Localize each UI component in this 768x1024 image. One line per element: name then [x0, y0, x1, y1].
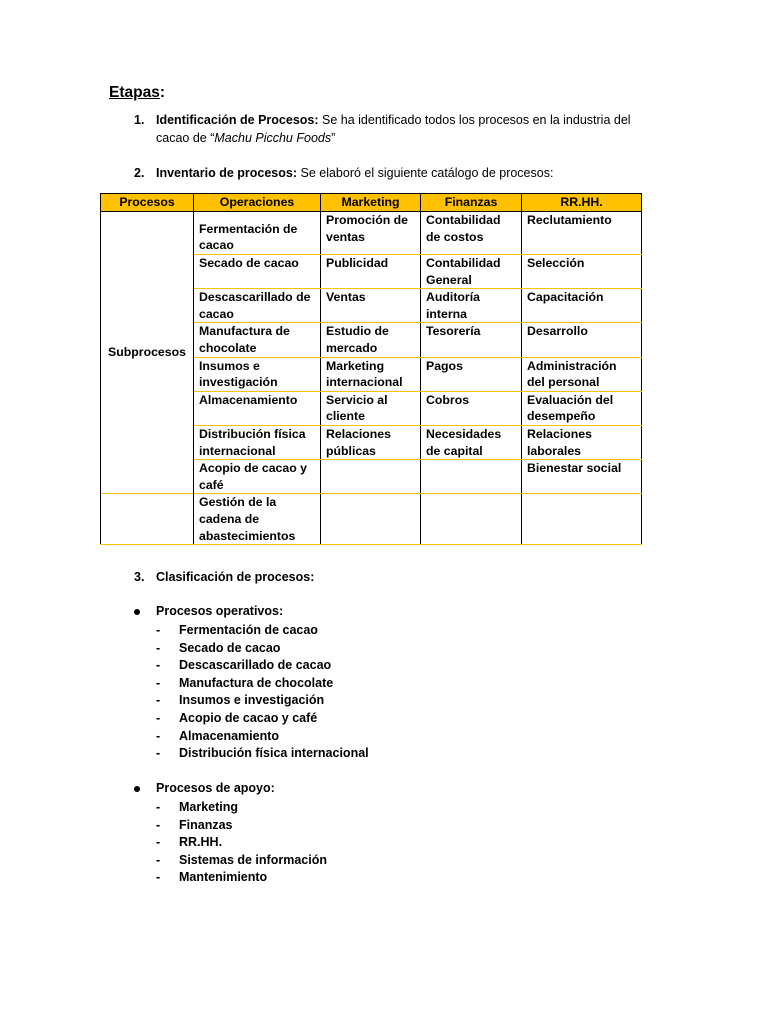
cell-rrhh: Administración del personal [522, 357, 642, 391]
step-key: Inventario de procesos: [156, 166, 298, 180]
section-title-text: Etapas [109, 84, 160, 101]
cell-rrhh: Relaciones laborales [522, 425, 642, 459]
bullet-dot [134, 609, 140, 615]
step-text: Se elaboró el siguiente catálogo de procesos: [297, 166, 554, 180]
step-key: Clasificación de procesos: [156, 570, 315, 584]
apoyo-list [156, 799, 327, 887]
cell-marketing: Ventas [321, 289, 421, 323]
table-header-row [101, 194, 642, 212]
list-item: - Mantenimiento [156, 869, 327, 887]
step-3 [134, 569, 315, 587]
cell-finanzas: Auditoría interna [421, 289, 522, 323]
cell-operaciones: Acopio de cacao y café [194, 460, 321, 494]
list-item: - Marketing [156, 799, 327, 817]
cell-finanzas: Necesidades de capital [421, 425, 522, 459]
cell-rrhh: Reclutamiento [522, 212, 642, 255]
cell-marketing: Promoción de ventas [321, 212, 421, 255]
apoyo-heading [156, 781, 275, 795]
cell-rrhh: Evaluación del desempeño [522, 391, 642, 425]
cell-marketing: Publicidad [321, 255, 421, 289]
list-item: - Fermentación de cacao [156, 622, 369, 640]
table-cell-empty [101, 494, 194, 545]
step-number: 3. [134, 570, 145, 584]
header-finanzas: Finanzas [421, 194, 522, 212]
cell-operaciones: Distribución física internacional [194, 425, 321, 459]
step-2 [134, 165, 646, 183]
cell-marketing: Estudio de mercado [321, 323, 421, 357]
list-item: - Acopio de cacao y café [156, 710, 369, 728]
cell-operaciones: Insumos e investigación [194, 357, 321, 391]
operativos-heading [156, 604, 283, 618]
cell-finanzas: Tesorería [421, 323, 522, 357]
cell-rrhh: Bienestar social [522, 460, 642, 494]
step-text-end: ” [331, 130, 336, 145]
cell-operaciones: Manufactura de chocolate [194, 323, 321, 357]
section-title-colon: : [159, 84, 166, 101]
cell-finanzas [421, 460, 522, 494]
step-1 [134, 112, 646, 147]
section-title [109, 84, 165, 102]
cell-rrhh: Selección [522, 255, 642, 289]
list-item: - Finanzas [156, 817, 327, 835]
header-marketing: Marketing [321, 194, 421, 212]
operativos-title: Procesos operativos: [156, 604, 284, 618]
cell-finanzas: Contabilidad General [421, 255, 522, 289]
header-rrhh: RR.HH. [522, 194, 642, 212]
cell-rrhh: Desarrollo [522, 323, 642, 357]
cell-marketing [321, 460, 421, 494]
cell-marketing [321, 494, 421, 545]
list-item: - Distribución física internacional [156, 745, 369, 763]
operativos-list [156, 622, 369, 763]
cell-finanzas: Pagos [421, 357, 522, 391]
cell-finanzas [421, 494, 522, 545]
cell-marketing: Marketing internacional [321, 357, 421, 391]
step-text: Se ha identificado todos los procesos en la industria del cacao de “ [156, 113, 631, 145]
table-row [101, 494, 642, 545]
cell-marketing: Servicio al cliente [321, 391, 421, 425]
cell-finanzas: Cobros [421, 391, 522, 425]
apoyo-title: Procesos de apoyo: [156, 781, 275, 795]
list-item: - RR.HH. [156, 834, 327, 852]
cell-finanzas: Contabilidad de costos [421, 212, 522, 255]
table-row [101, 212, 642, 255]
cell-operaciones: Gestión de la cadena de abastecimientos [194, 494, 321, 545]
bullet-dot [134, 786, 140, 792]
header-procesos: Procesos [101, 194, 194, 212]
cell-operaciones: Fermentación de cacao [194, 212, 321, 255]
step-number: 1. [134, 113, 145, 127]
row-label-subprocesos: Subprocesos [101, 212, 194, 494]
list-item: - Secado de cacao [156, 640, 369, 658]
list-item: - Sistemas de información [156, 852, 327, 870]
step-key: Identificación de Procesos: [156, 113, 319, 127]
list-item: - Insumos e investigación [156, 692, 369, 710]
cell-operaciones: Almacenamiento [194, 391, 321, 425]
process-catalog-table [100, 193, 642, 545]
cell-operaciones: Secado de cacao [194, 255, 321, 289]
list-item: - Descascarillado de cacao [156, 657, 369, 675]
header-operaciones: Operaciones [194, 194, 321, 212]
list-item: - Manufactura de chocolate [156, 675, 369, 693]
cell-marketing: Relaciones públicas [321, 425, 421, 459]
cell-rrhh: Capacitación [522, 289, 642, 323]
list-item: - Almacenamiento [156, 728, 369, 746]
cell-rrhh [522, 494, 642, 545]
step-number: 2. [134, 166, 145, 180]
company-name: Machu Picchu Foods [214, 130, 332, 145]
cell-operaciones: Descascarillado de cacao [194, 289, 321, 323]
